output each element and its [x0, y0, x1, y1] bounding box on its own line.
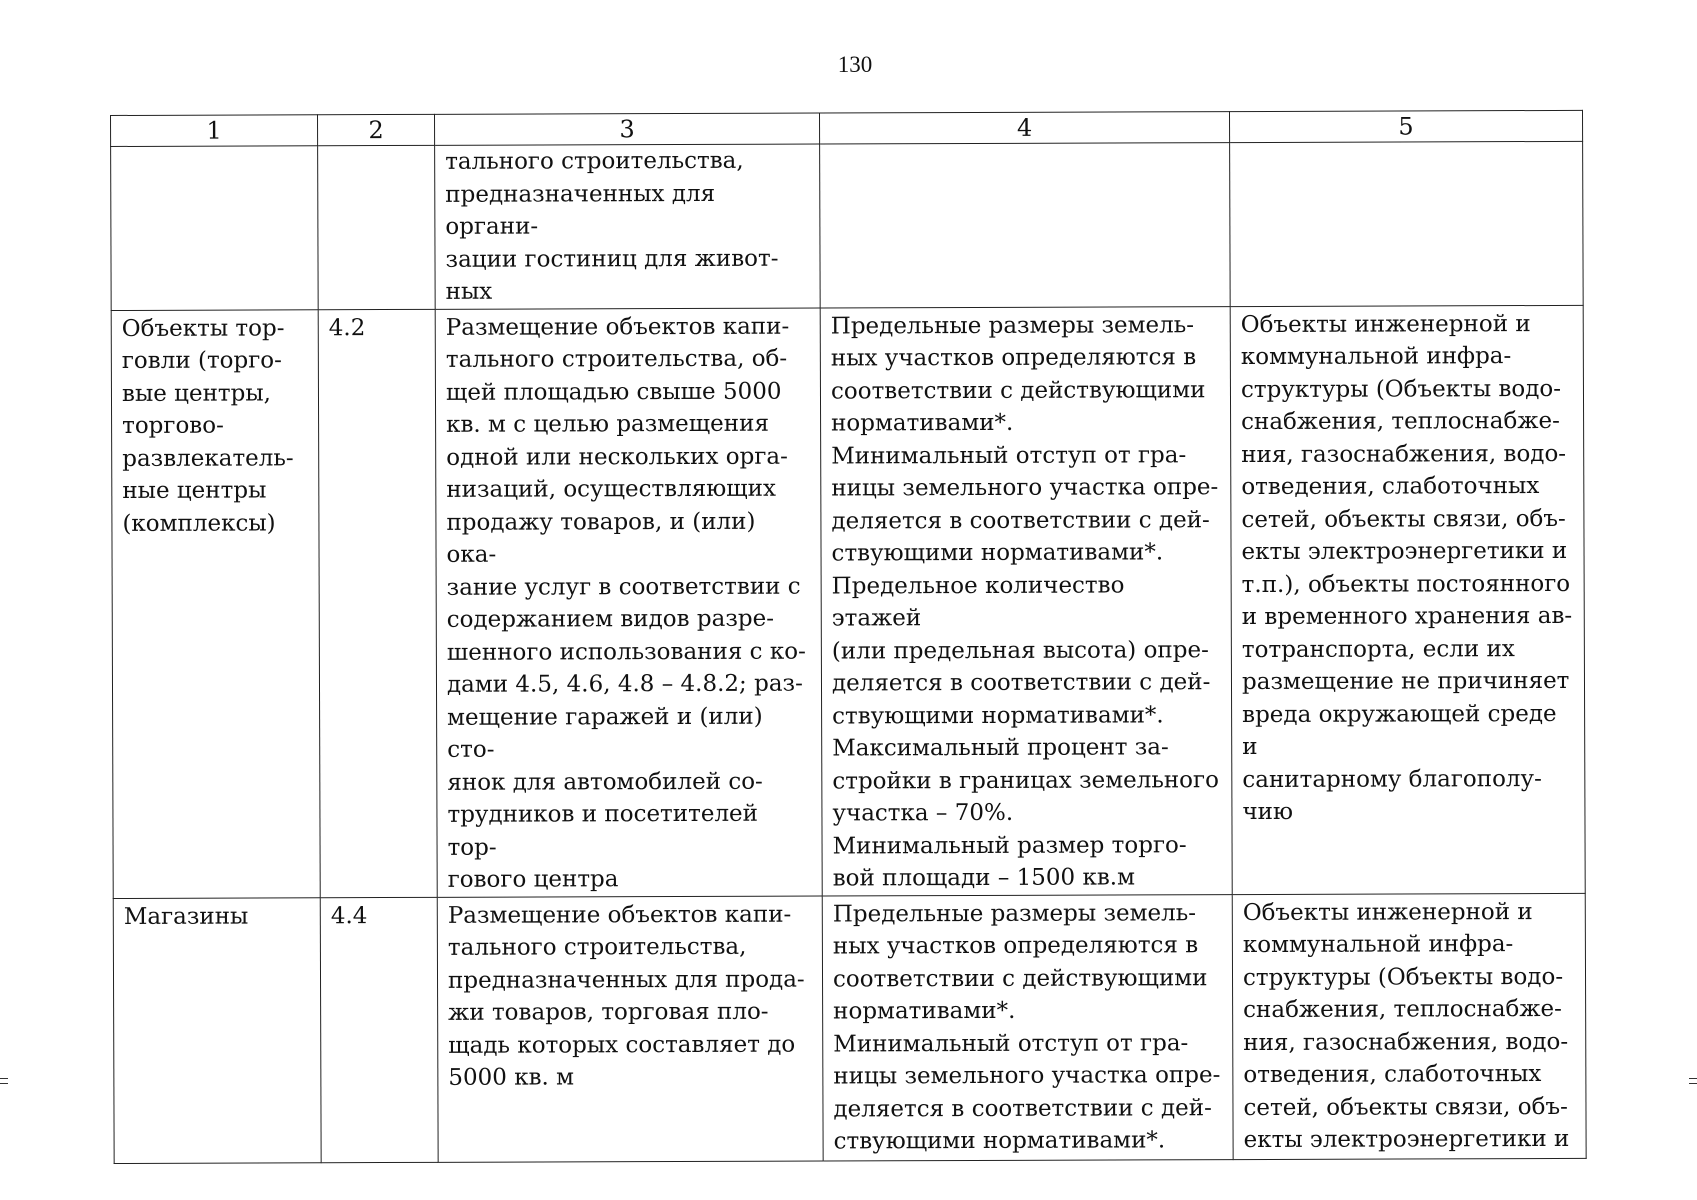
cell-auxiliary-uses: [1230, 141, 1584, 306]
cell-parameters: Предельные размеры земель- ных участков определяются в соответствии с действующими нормативами*. Минимальный отступ от гра- ницы земельного участка опре- деляется в соответствии с дей- ствующими нормативами*.: [822, 894, 1233, 1160]
cell-code: 4.4: [320, 897, 438, 1162]
table-header-row: [111, 110, 1583, 146]
cell-code: [318, 145, 436, 309]
cell-description: Размещение объектов капи- тального строительства, предназначенных для прода- жи товаров, торговая пло- щадь которых составляет до 5000 кв. м: [437, 896, 823, 1162]
cell-description: Размещение объектов капи- тального строительства, об- щей площадью свыше 5000 кв. м с целью размещения одной или нескольких орга- низаций, осуществляющих продажу товаров, и (или) ока- зание услуг в соответствии с содержанием видов разре- шенного использования с ко- дами 4.5, 4.6, 4.8 – 4.8.2; раз- мещение гаражей и (или) сто- янок для автомобилей со- трудников и посетителей тор- гового центра: [435, 308, 822, 897]
column-header-1: 1: [111, 115, 318, 147]
land-use-table: [110, 110, 1587, 1164]
cell-use-type: Объекты тор- говли (торго- вые центры, торгово- развлекатель- ные центры (комплексы): [111, 309, 320, 898]
table-row-continuation: [111, 141, 1584, 310]
cell-description: тального строительства, предназначенных для органи- зации гостиниц для живот- ных: [435, 144, 821, 309]
cell-auxiliary-uses: Объекты инженерной и коммунальной инфра- структуры (Объекты водо- снабжения, теплоснабже- ния, газоснабжения, водо- отведения, слаботочных сетей, объекты связи, объ- екты электроэнергетики и: [1232, 893, 1586, 1159]
cell-code: 4.2: [318, 309, 437, 897]
cell-auxiliary-uses: Объекты инженерной и коммунальной инфра- структуры (Объекты водо- снабжения, теплоснабже- ния, газоснабжения, водо- отведения, слаботочных сетей, объекты связи, объ- екты электроэнергетики и т.п.), объекты постоянного и временного хранения ав- тотранспорта, если их размещение не причиняет вреда окружающей среде и санитарному благополу- чию: [1230, 305, 1585, 894]
cell-parameters: [820, 143, 1231, 308]
cell-use-type: Магазины: [113, 897, 321, 1163]
table-row-trade-objects: [111, 305, 1585, 898]
column-header-5: 5: [1229, 110, 1582, 142]
left-margin-mark: [0, 1078, 8, 1084]
table-row-shops: [113, 893, 1586, 1163]
right-margin-mark: [1689, 1078, 1697, 1084]
column-header-3: 3: [434, 113, 819, 145]
cell-use-type: [111, 146, 319, 310]
column-header-4: 4: [819, 112, 1229, 144]
page-number: 130: [837, 52, 873, 77]
cell-parameters: Предельные размеры земель- ных участков определяются в соответствии с действующими нормативами*. Минимальный отступ от гра- ницы земельного участка опре- деляется в соответствии с дей- ствующими нормативами*. Предельное количество этажей (или предельная высота) опре- деляется в соответствии с дей- ствующими нормативами*. Максимальный процент за- стройки в границах земельного участка – 70%. Минимальный размер торго- вой площади – 1500 кв.м: [820, 306, 1232, 895]
column-header-2: 2: [318, 114, 435, 145]
